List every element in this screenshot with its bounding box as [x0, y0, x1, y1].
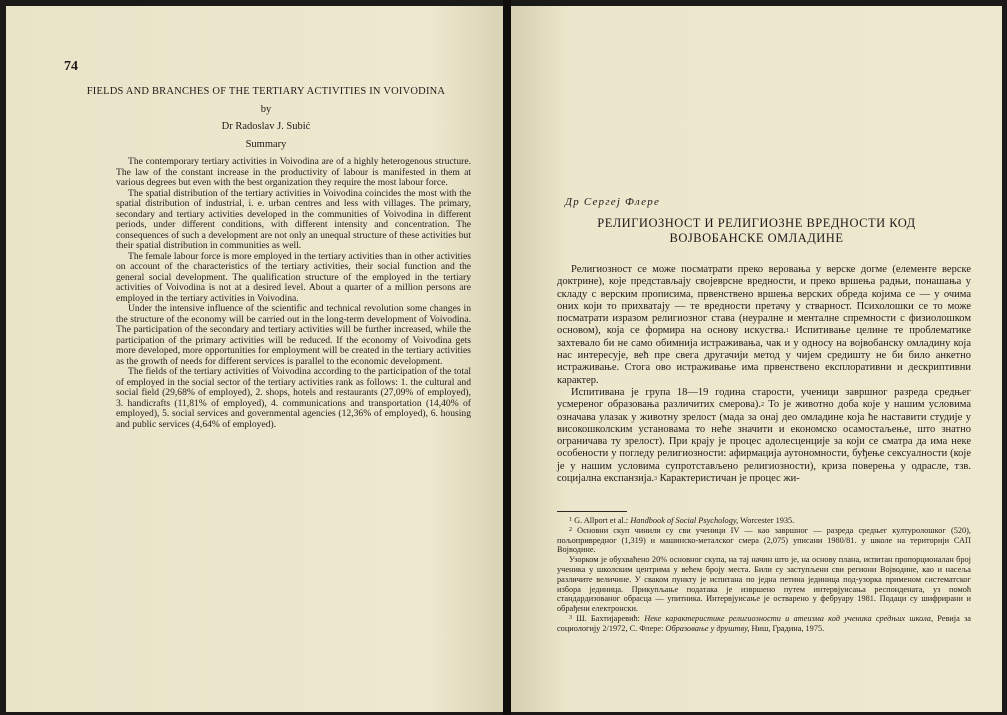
footnote-ref: 3	[654, 476, 657, 483]
body-paragraph	[557, 387, 971, 485]
footnote-text: Ревија за социологију 2/1972, С. Флере:	[557, 613, 971, 633]
article-title: FIELDS AND BRANCHES OF THE TERTIARY ACTIVITIES IN VOIVODINA	[86, 86, 446, 97]
body-text: Испитивање целине те проблематике захтевало би не само обимнија истраживања, чак и у односу на војвобанску омладину која нас интересује, већ пре свега другачији метод у чијем средишту не би било анкетно истраживање. Стога ово истраживање има првенствено експлоративни и дескриптивни карактер.	[557, 325, 971, 386]
footnote-divider	[557, 511, 627, 512]
title-line: ВОЈВОБАНСКЕ ОМЛАДИНЕ	[669, 231, 844, 245]
body-text: Испитивана је група 18—19 година старости, ученици завршног разреда средњег усмереног образовања различитих смерова).	[557, 386, 971, 411]
footnotes	[557, 516, 971, 634]
summary-paragraph: Under the intensive influence of the scientific and technical revolution some changes in the structure of the economy will be carried out in the long-term development of Voivodina. The participation of the secondary and tertiary activities will be further increased, while the participation of the primary activities will be reduced. If the economy of Voivodina gets more developed, more opportunities for employment will be created in the tertiary activities as the growth of needs for different services is parallel to the economic development.	[116, 303, 471, 367]
footnote	[557, 614, 971, 634]
footnote-book-title: Образовање у друштву,	[665, 623, 750, 633]
article-body	[557, 264, 971, 485]
footnote: Узорком је обухваћено 20% основног скупа, на тај начин што је, на основу плана, испитан пропорционалан број ученика у школским центрима у већем броју места. Били су заступљени сви региони Војводине, као и насеља различите величине. У сваком пункту је испитана по једна петина јединица под-узорка применом систематског избора јединица. Прикупљање података је извршено путем интервјуисања респондената, уз помоћ стандардизованог обрасца — упитника. Интервјуисање је остварено у фебруару 1981. Подаци су шифрирани и обрађени електронски.	[557, 555, 971, 614]
left-page	[6, 6, 503, 712]
article-author: Др Сергеј Флере	[565, 196, 661, 208]
body-paragraph	[557, 264, 971, 387]
footnote	[557, 526, 971, 555]
summary-paragraph: The spatial distribution of the tertiary activities in Voivodina coincides the most with the spatial distribution of industrial, i. e. urban centres and less with villages. The primary, secondary and tertiary activities developed in the communities of Voivodina in different periods, under different conditions, with different intensity and concentration. The consequences of such a development are not only an unequal structure of these activities but their spatial distribution in communities as well.	[116, 187, 471, 251]
article-author: Dr Radoslav J. Subić	[221, 121, 311, 132]
right-page	[511, 6, 1002, 712]
byline-by: by	[260, 104, 272, 115]
footnote-ref: 2	[761, 402, 765, 409]
footnote-book-title: Handbook of Social Psychology,	[630, 516, 739, 525]
summary-paragraph: The fields of the tertiary activities of Voivodina according to the participation of the total of employed in the social sector of the tertiary activities rank as follows: 1. the cultural and social field (29,68% of employed), 2. shops, hotels and restaurants (27,09% of employed), 3. handicrafts (11,81% of employed), 4. communications and transportation (14,40% of employed), 5. social services and governmental agencies (12,36% of employed), 6. housing and public services (4,64% of employed).	[116, 366, 471, 430]
summary-body	[116, 157, 471, 430]
body-text: Карактеристичан је процес жи-	[657, 473, 800, 485]
footnote-mark: 1	[569, 517, 572, 523]
footnote-mark: 3	[569, 614, 572, 621]
footnote-mark: 2	[569, 526, 572, 533]
article-title	[531, 216, 982, 246]
footnote-text: Ш. Бахтијаревић:	[576, 613, 645, 623]
page-number: 74	[64, 59, 78, 74]
body-text: То је животно доба које у нашим условима означава улазак у животну зрелост (мада за онај део омладине која ће наставити студије у високошколским установама то неће значити и економско осамостаљење, што знатно ограничава ту зрелост). При крају је процес адолесценције за који се сматра да има неке особености у погледу религиозности: афирмација аутономности, буђење сексуалности (које је у нашим условима супротстављено религиозности), криза поверења у одрасле, тзв. социјална експанзија.	[557, 399, 971, 485]
footnote-book-title: Неке карактеристике религиозности и атеизма код ученика средњих школа,	[644, 613, 934, 623]
summary-paragraph: The contemporary tertiary activities in Voivodina are of a highly heterogenous structure. The law of the constant increase in the productivity of labour is manifested in them at various degrees but even with the best organization they require the most labour force.	[116, 156, 471, 188]
summary-paragraph: The female labour force is more employed in the tertiary activities than in other activities on account of the characteristics of the tertiary activities, their social function and the general social development. The qualification structure of the employed in the tertiary activities of Voivodina is not at a desired level. About a quarter of a million persons are employed in the tertiary activities in Voivodina.	[116, 250, 471, 304]
body-text: Религиозност се може посматрати преко веровања у верске догме (елементе верске доктрине), које представљају својеврсне вредности, и преко вршења радњи, понашања у складу с верским прописима, првенствено вршења верских обреда којима се — у очима оних који то прихватају — те вредности претачу у стварност. Психолошки се то може посматрати изразом религиозног става (неуралне и менталне спремности с физиолошком основом), која се формира на основу искуства.	[557, 264, 971, 337]
footnote	[557, 516, 971, 526]
title-line: РЕЛИГИОЗНОСТ И РЕЛИГИОЗНЕ ВРЕДНОСТИ КОД	[597, 216, 916, 230]
summary-heading: Summary	[245, 139, 287, 150]
footnote-text: Worcester 1935.	[738, 516, 795, 525]
footnote-ref: 1	[786, 328, 790, 335]
footnote-text: G. Allport et al.:	[574, 516, 631, 525]
footnote-text: Основни скуп чинили су сви ученици IV — као завршног — разреда средњег културолошког (520), пољопривредног (1,319) и машинско-металског смера (2,075) уписани 1980/81. у школе на територији САП Војводине.	[557, 525, 971, 555]
book-gutter	[503, 0, 511, 715]
footnote-text: Ниш, Градина, 1975.	[749, 623, 825, 633]
